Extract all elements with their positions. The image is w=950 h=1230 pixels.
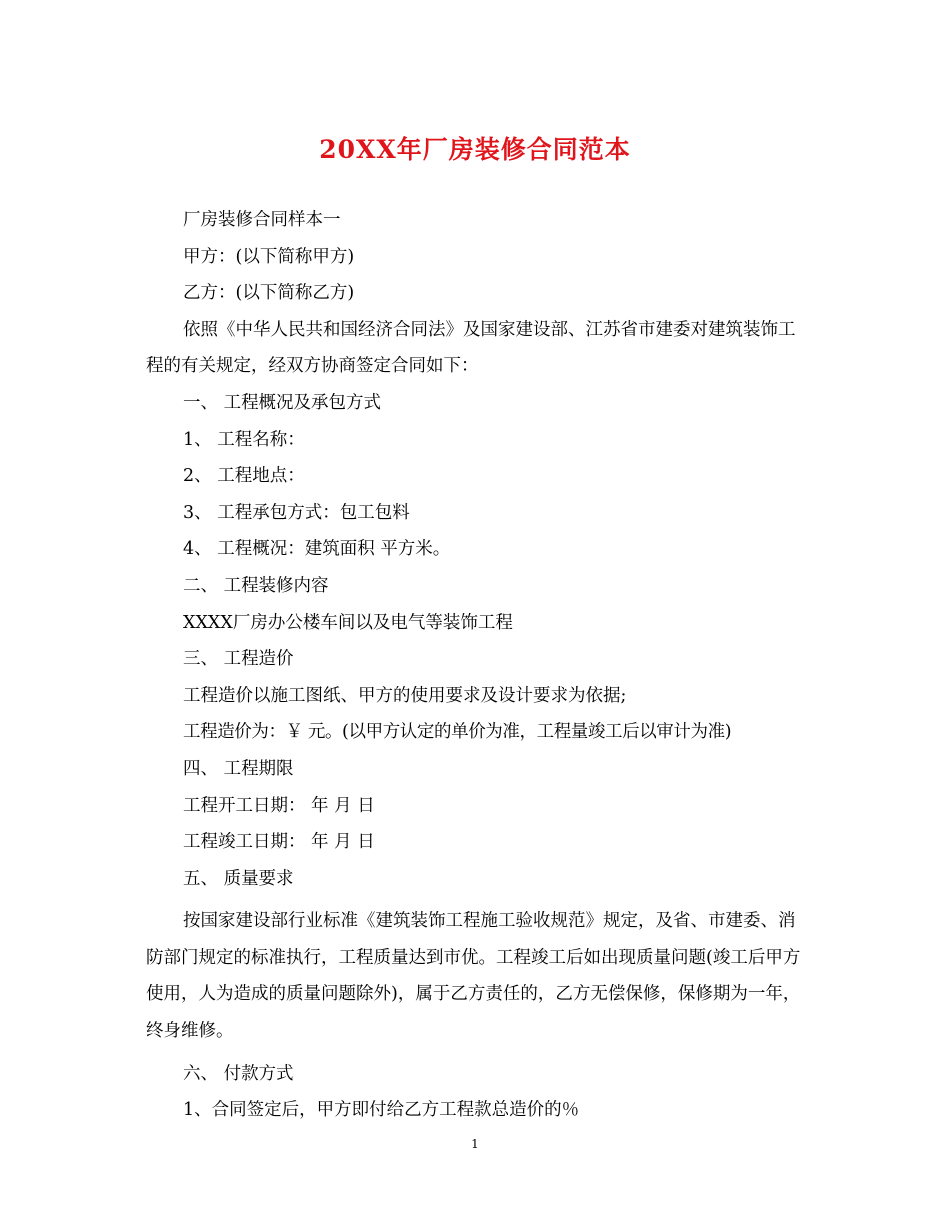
section-heading-quality: 五、 质量要求 bbox=[183, 868, 294, 889]
paragraph-contract-sample-heading: 厂房装修合同样本一 bbox=[183, 210, 341, 230]
paragraph-payment-terms: 1、合同签定后，甲方即付给乙方工程款总造价的％ bbox=[183, 1100, 580, 1121]
paragraph-start-date: 工程开工日期： 年 月 日 bbox=[183, 795, 375, 816]
document-title: 20XX年厂房装修合同范本 bbox=[319, 135, 631, 164]
page-number: 1 bbox=[471, 1137, 479, 1151]
paragraph-cost-basis: 工程造价以施工图纸、甲方的使用要求及设计要求为依据; bbox=[183, 685, 627, 706]
paragraph-party-b: 乙方：(以下简称乙方) bbox=[183, 283, 355, 304]
section-heading-cost: 三、 工程造价 bbox=[183, 649, 294, 670]
section-heading-overview: 一、 工程概况及承包方式 bbox=[183, 392, 382, 413]
paragraph-decoration-scope: XXXX厂房办公楼车间以及电气等装饰工程 bbox=[183, 612, 513, 633]
section-heading-schedule: 四、 工程期限 bbox=[183, 758, 294, 779]
paragraph-quality-requirements: 按国家建设部行业标准《建筑装饰工程施工验收规范》规定，及省、市建委、消防部门规定的标准执行，工程质量达到市优。工程竣工后如出现质量问题(竣工后甲方使用，人为造成的质量问题除外)，属于乙方责任的，乙方无偿保修，保修期为一年，终身维修。 bbox=[146, 911, 801, 1042]
list-item-project-location: 2、 工程地点： bbox=[183, 466, 305, 487]
document-body bbox=[146, 202, 806, 1129]
list-item-project-summary: 4、 工程概况：建筑面积 平方米。 bbox=[183, 539, 451, 560]
paragraph-completion-date: 工程竣工日期： 年 月 日 bbox=[183, 832, 375, 853]
list-item-project-name: 1、 工程名称： bbox=[183, 429, 305, 450]
section-heading-content: 二、 工程装修内容 bbox=[183, 575, 329, 596]
paragraph-party-a: 甲方：(以下简称甲方) bbox=[183, 246, 355, 267]
section-heading-payment: 六、 付款方式 bbox=[183, 1063, 294, 1084]
paragraph-cost-amount: 工程造价为：￥ 元。(以甲方认定的单价为准，工程量竣工后以审计为准) bbox=[183, 722, 732, 743]
list-item-contract-method: 3、 工程承包方式：包工包料 bbox=[183, 502, 410, 523]
paragraph-preamble: 依照《中华人民共和国经济合同法》及国家建设部、江苏省市建委对建筑装饰工程的有关规定，经双方协商签定合同如下： bbox=[146, 319, 796, 377]
